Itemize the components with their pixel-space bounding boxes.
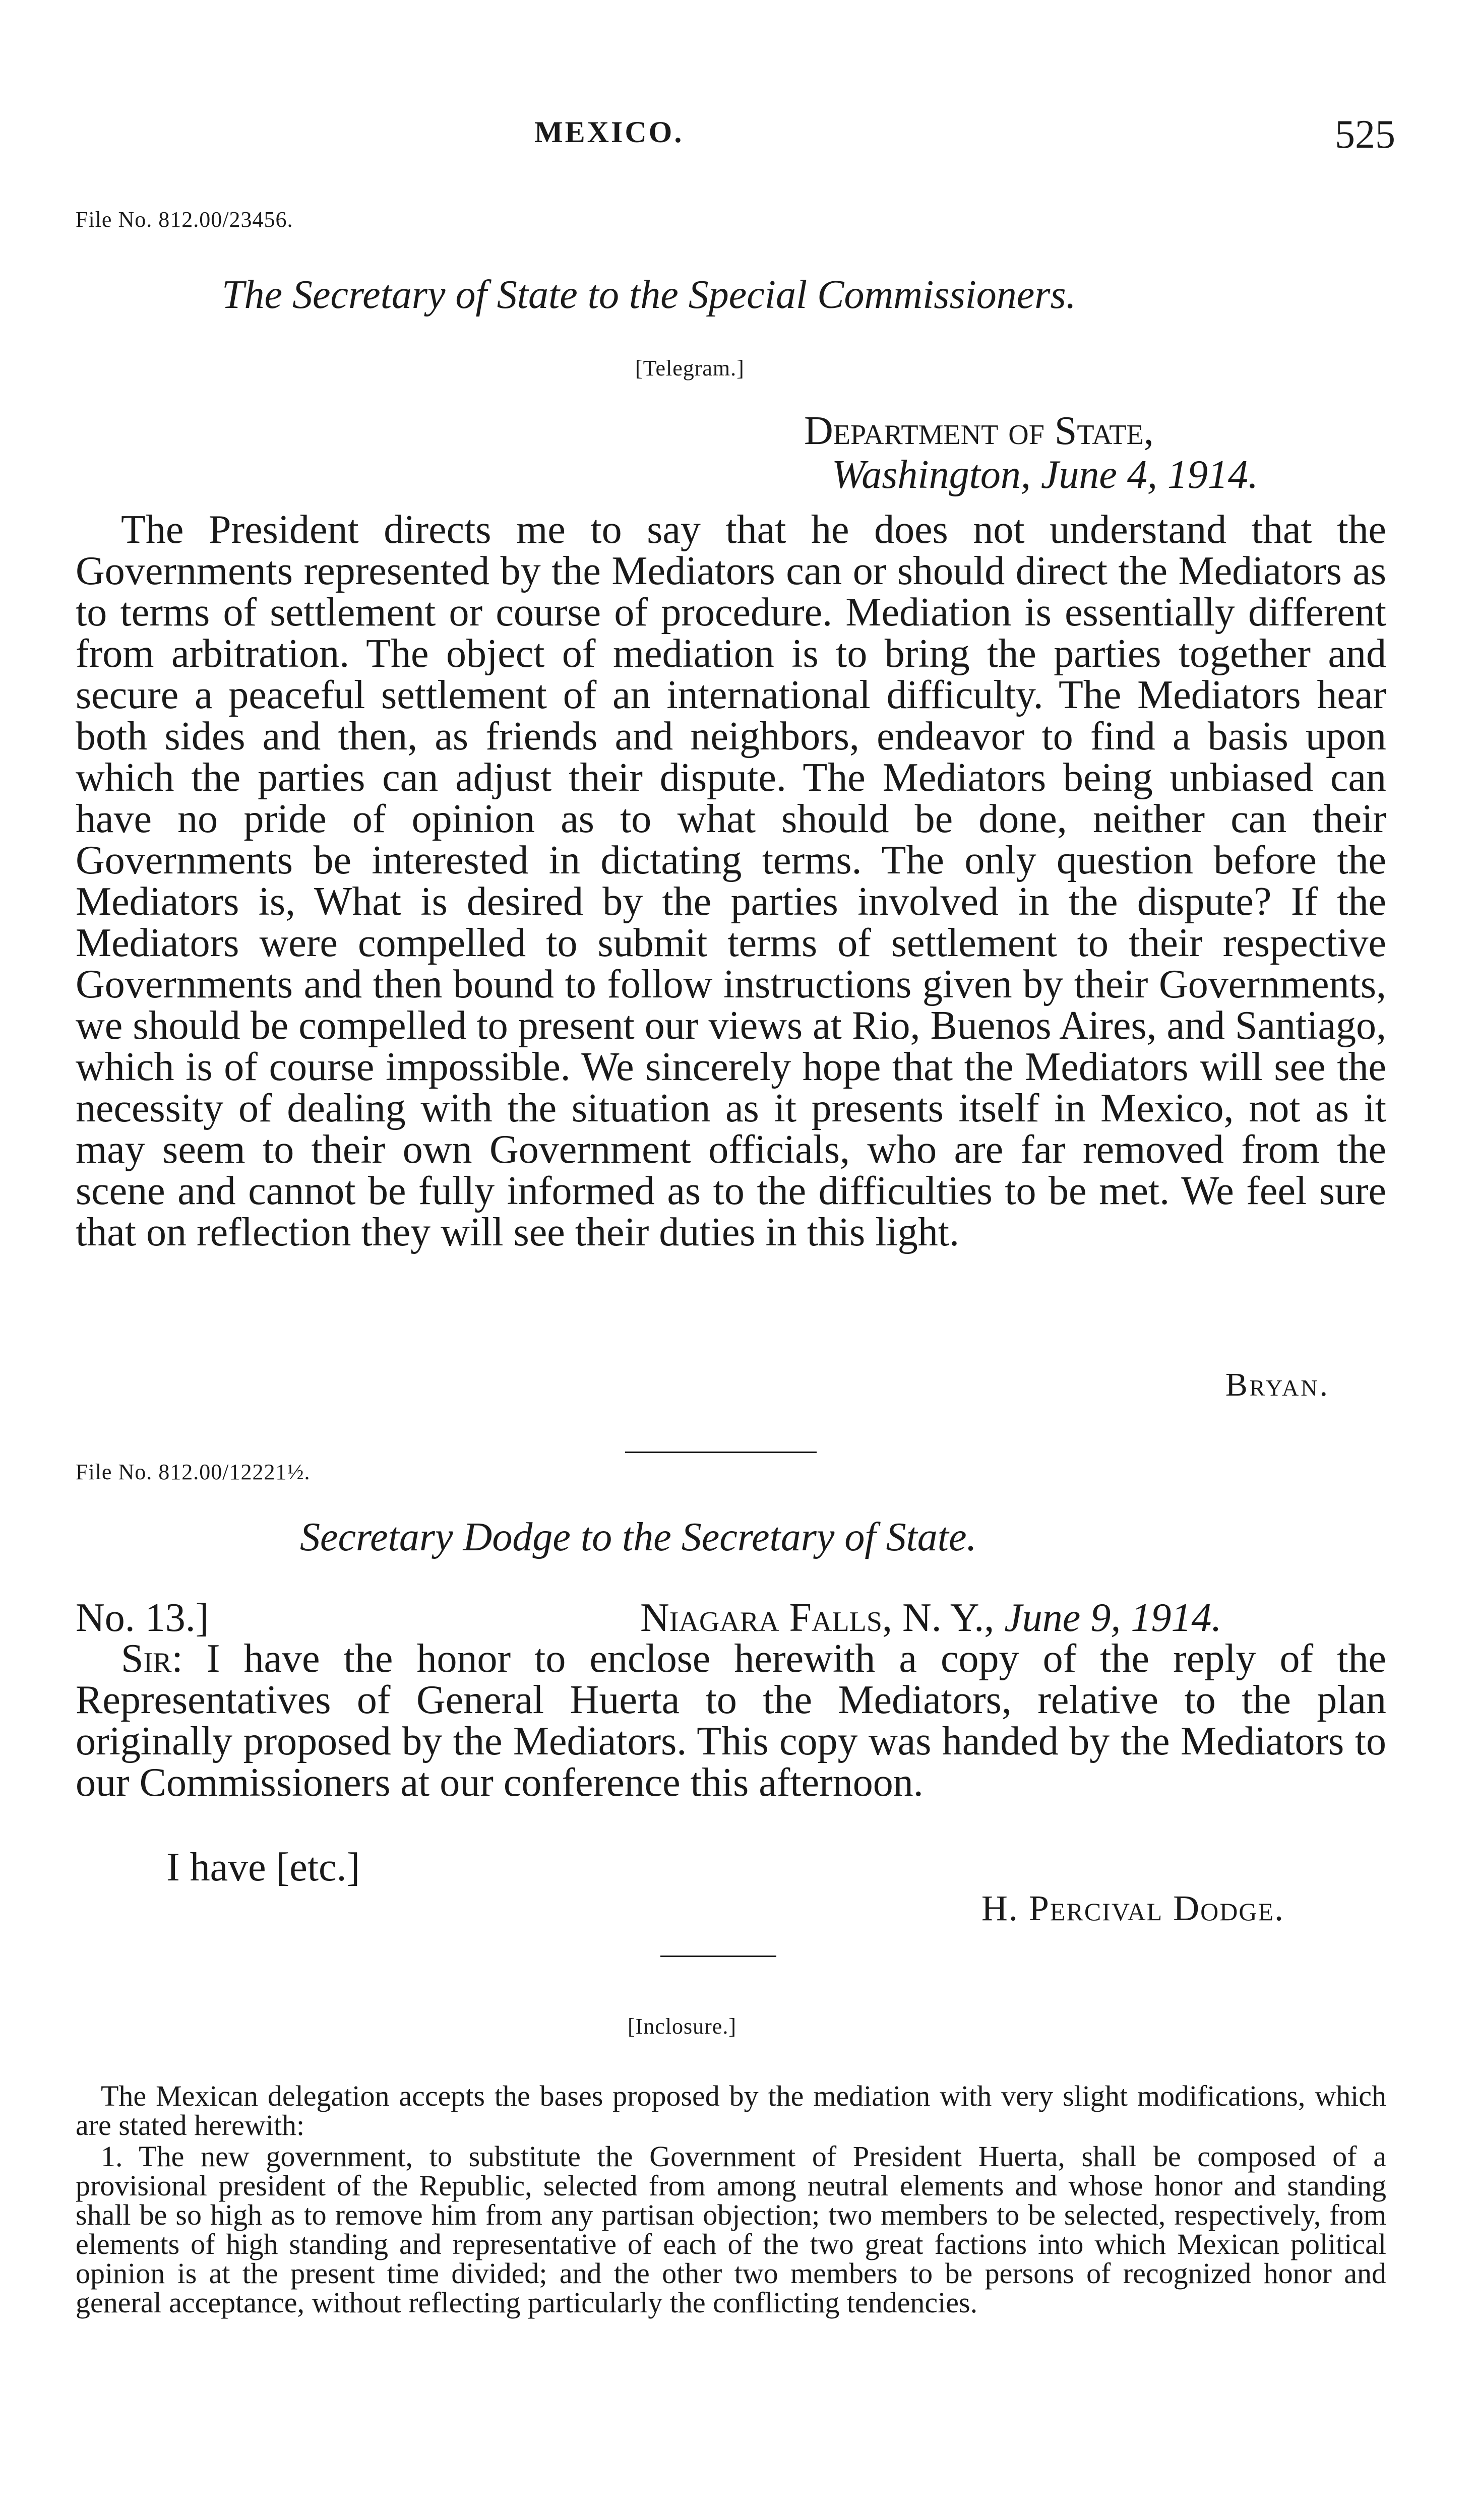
- section-divider-short: [660, 1956, 776, 1957]
- dateline-place-date: Washington, June 4, 1914.: [832, 453, 1258, 497]
- dispatch-date: June 9, 1914.: [1004, 1596, 1222, 1640]
- dispatch-dateline: [640, 1595, 1221, 1641]
- document-title-1: The Secretary of State to the Special Commissioners.: [222, 273, 1076, 317]
- signature-bryan: Bryan.: [1225, 1366, 1330, 1403]
- telegram-body: The President directs me to say that he does not understand that the Governments represented by the Mediators can or should direct the Mediators as to terms of settlement or course of procedure. Mediation is essentially different from arbitration. The object of mediation is to bring the parties together and secure a peaceful settlement of an international difficulty. The Mediators hear both sides and then, as friends and neighbors, endeavor to find a basis upon which the parties can adjust their dispute. The Mediators being unbiased can have no pride of opinion as to what should be done, neither can their Governments be interested in dictating terms. The only question before the Mediators is, What is desired by the parties involved in the dispute? If the Mediators were compelled to submit terms of settlement to their respective Governments and then bound to follow instructions given by their Governments, we should be compelled to present our views at Rio, Buenos Aires, and Santiago, which is of course impossible. We sincerely hope that the Mediators will see the necessity of dealing with the situation as it presents itself in Mexico, not as it may seem to their own Government officials, who are far removed from the scene and cannot be fully informed as to the difficulties to be met. We feel sure that on reflection they will see their duties in this light.: [76, 508, 1386, 1254]
- letter-text: I have the honor to enclose herewith a copy of the reply of the Representatives of General Huerta to the Mediators, relative to the plan originally proposed by the Mediators. This copy was handed by the Mediators to our Commissioners at our conference this afternoon.: [76, 1636, 1387, 1805]
- file-number-2: File No. 812.00/12221½.: [76, 1460, 311, 1484]
- dateline-department: Department of State,: [804, 409, 1154, 453]
- letter-body: [76, 1638, 1386, 1803]
- closing: I have [etc.]: [166, 1845, 360, 1889]
- dispatch-place: Niagara Falls, N. Y.,: [640, 1596, 995, 1640]
- inclosure-item-1: 1. The new government, to substitute the Government of President Huerta, shall be composed of a provisional president of the Republic, selected from among neutral elements and whose honor and standing shall be so high as to remove him from any partisan objection; two members to be selected, respectively, from elements of high standing and representative of each of the two great factions into which Mexican political opinion is at the present time divided; and the other two members to be persons of recognized honor and general acceptance, without reflecting particularly the conflicting tendencies.: [76, 2140, 1386, 2319]
- inclosure-note: [Inclosure.]: [628, 2014, 737, 2039]
- document-title-2: Secretary Dodge to the Secretary of State.: [300, 1515, 977, 1559]
- signature-dodge: H. Percival Dodge.: [981, 1888, 1284, 1928]
- dispatch-number: No. 13.]: [76, 1596, 209, 1640]
- telegram-note: [Telegram.]: [635, 356, 745, 381]
- running-title: MEXICO.: [534, 115, 684, 149]
- salutation: Sir:: [121, 1636, 183, 1681]
- page-number: 525: [1335, 112, 1395, 157]
- section-divider: [625, 1452, 817, 1453]
- file-number-1: File No. 812.00/23456.: [76, 207, 293, 232]
- inclosure-intro: The Mexican delegation accepts the bases proposed by the mediation with very slight modifications, which are stated herewith:: [76, 2080, 1386, 2141]
